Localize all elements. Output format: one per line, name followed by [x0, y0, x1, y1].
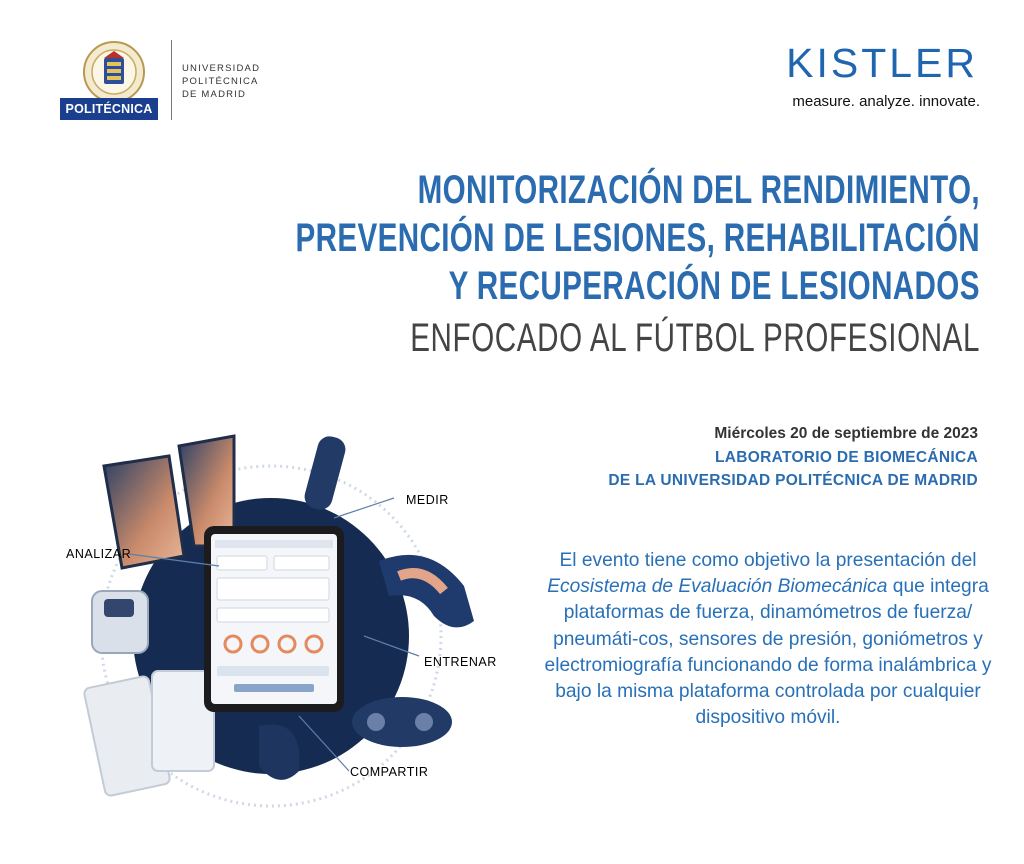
upm-logo [60, 38, 320, 124]
label-entrenar: ENTRENAR [424, 655, 497, 669]
tablet-app-image [204, 526, 344, 712]
cylinder-sensor-image [302, 434, 348, 513]
label-compartir: COMPARTIR [350, 765, 429, 779]
kistler-tagline: measure. analyze. innovate. [792, 93, 980, 110]
event-date: Miércoles 20 de septiembre de 2023 [714, 425, 978, 442]
title-line-1: MONITORIZACIÓN DEL RENDIMIENTO, [417, 168, 980, 212]
title-subtitle: ENFOCADO AL FÚTBOL PROFESIONAL [410, 316, 980, 360]
event-description [528, 548, 1008, 731]
upm-name [182, 62, 260, 101]
label-analizar: ANALIZAR [66, 547, 132, 561]
event-location-line-2: DE LA UNIVERSIDAD POLITÉCNICA DE MADRID [608, 472, 978, 489]
upm-divider [171, 40, 172, 120]
upm-name-line-2: POLITÉCNICA [182, 76, 259, 87]
upm-name-line-3: DE MADRID [182, 89, 247, 100]
title-line-3: Y RECUPERACIÓN DE LESIONADOS [448, 264, 980, 308]
event-description-part-2: que integra plataformas de fuerza, dinamómetros de fuerza/ pneumáti-cos, sensores de presión, goniómetros y electromiografía funcionando de forma inalámbrica y bajo la misma plataforma controlada por cualquier dispositivo móvil. [544, 576, 992, 729]
kistler-logo: KISTLER [786, 40, 978, 86]
upm-banner: POLITÉCNICA [60, 98, 158, 120]
pressure-plates-image [83, 671, 214, 797]
upm-name-line-1: UNIVERSIDAD [182, 63, 261, 74]
emg-sensor-image [352, 697, 452, 747]
event-description-highlight: Ecosistema de Evaluación Biomecánica [547, 576, 888, 598]
event-location-line-1: LABORATORIO DE BIOMECÁNICA [715, 449, 978, 466]
event-description-part-1: El evento tiene como objetivo la presentación del [559, 550, 977, 571]
ecosystem-illustration [34, 426, 504, 816]
upm-seal-icon [82, 40, 146, 104]
title-line-2: PREVENCIÓN DE LESIONES, REHABILITACIÓN [295, 216, 980, 260]
label-medir: MEDIR [406, 493, 449, 507]
goniometer-image [92, 591, 148, 653]
